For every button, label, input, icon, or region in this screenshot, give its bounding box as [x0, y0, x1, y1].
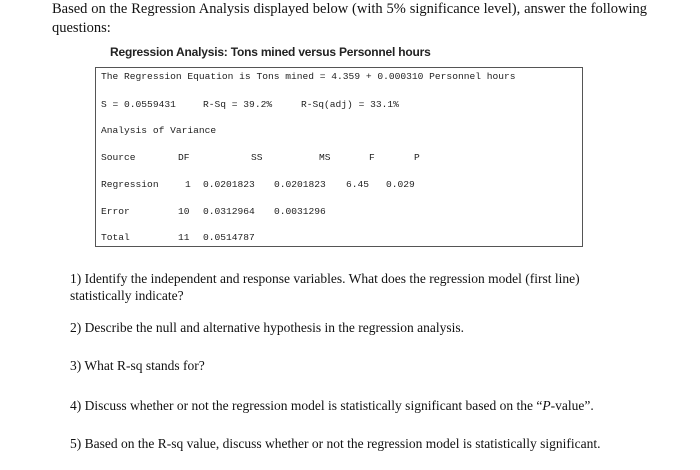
anova-header-ms: MS: [319, 152, 331, 163]
regression-output-title: Regression Analysis: Tons mined versus Personnel hours: [110, 45, 431, 59]
anova-heading: Analysis of Variance: [101, 125, 217, 136]
anova-row-ss: 0.0201823: [203, 179, 255, 190]
anova-header-source: Source: [101, 152, 136, 163]
anova-row-p: 0.029: [386, 179, 415, 190]
anova-header-df: DF: [178, 152, 190, 163]
anova-row-ms: 0.0201823: [274, 179, 326, 190]
fit-rsq-adj: R-Sq(adj) = 33.1%: [301, 99, 399, 110]
anova-header-p: P: [414, 152, 420, 163]
anova-row-source: Error: [101, 206, 130, 217]
anova-header-ss: SS: [251, 152, 263, 163]
fit-rsq: R-Sq = 39.2%: [203, 99, 273, 110]
anova-row-df: 11: [178, 232, 190, 243]
fit-s: S = 0.0559431: [101, 99, 176, 110]
regression-output-panel: [95, 67, 583, 247]
question-4: [70, 397, 630, 414]
question-4-text-start: 4) Discuss whether or not the regression model is statistically significant based on the “: [70, 398, 543, 413]
question-3: 3) What R-sq stands for?: [70, 358, 205, 373]
question-4-p-italic: P: [542, 398, 551, 413]
anova-row-ss: 0.0312964: [203, 206, 255, 217]
anova-header-f: F: [369, 152, 375, 163]
anova-row-source: Total: [101, 232, 130, 243]
anova-row-ms: 0.0031296: [274, 206, 326, 217]
anova-row-ss: 0.0514787: [203, 232, 255, 243]
question-4-text-end: -value”.: [550, 398, 594, 413]
anova-row-f: 6.45: [346, 179, 370, 190]
question-1: 1) Identify the independent and response variables. What does the regression model (first line) statistically indicate?: [70, 271, 580, 303]
anova-row-df: 10: [178, 206, 190, 217]
anova-row-df: 1: [185, 179, 191, 190]
intro-paragraph: Based on the Regression Analysis displayed below (with 5% significance level), answer the following questions:: [52, 1, 647, 36]
anova-row-source: Regression: [101, 179, 159, 190]
regression-equation: The Regression Equation is Tons mined = 4.359 + 0.000310 Personnel hours: [101, 71, 516, 82]
question-5: 5) Based on the R-sq value, discuss whether or not the regression model is statistically significant.: [70, 436, 601, 451]
question-2: 2) Describe the null and alternative hypothesis in the regression analysis.: [70, 320, 465, 335]
